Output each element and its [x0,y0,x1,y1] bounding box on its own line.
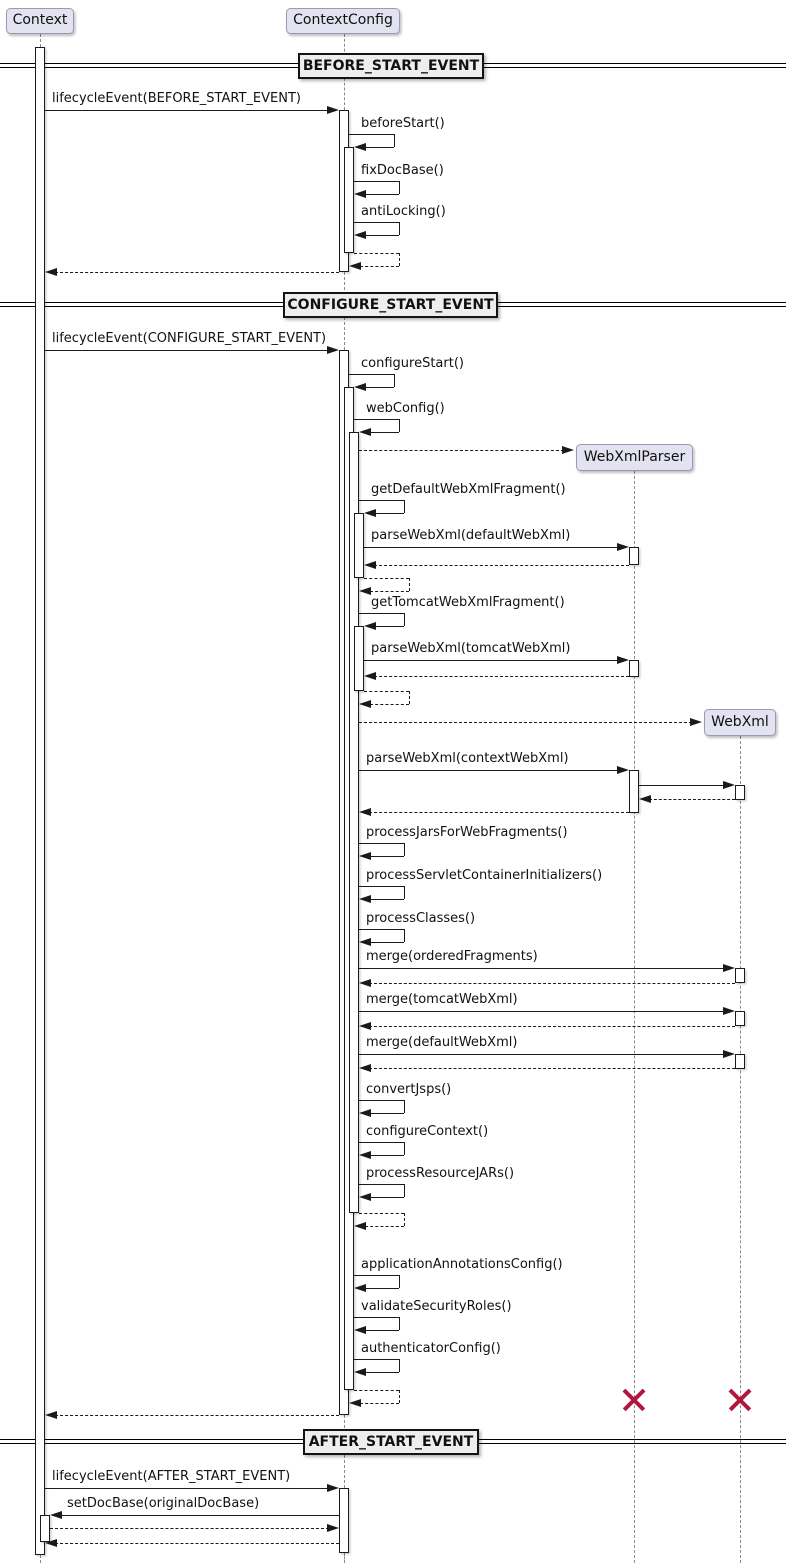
arrowhead-right [723,781,735,789]
message-line-turn [404,500,405,513]
message-line [45,110,329,111]
arrowhead-right [723,1007,735,1015]
arrowhead-right [617,766,629,774]
message-line [374,565,629,566]
message-line [359,500,404,501]
arrowhead-left [354,143,366,151]
arrowhead-left [364,622,376,630]
divider-label: CONFIGURE_START_EVENT [283,292,498,318]
message-line [370,1113,404,1114]
message-line-turn [404,886,405,899]
arrowhead-right [617,656,629,664]
destroy-icon-webxml [728,1388,752,1412]
message-line [365,1372,399,1373]
message-line [364,691,409,692]
arrowhead-right [327,1484,339,1492]
message-line [370,856,404,857]
arrowhead-right [617,543,629,551]
lifeline-context [40,34,41,47]
arrowhead-left [354,1284,366,1292]
message-line [359,722,692,723]
participant-webxml: WebXml [704,709,776,736]
message-line-turn [404,843,405,856]
message-label: parseWebXml(defaultWebXml) [371,528,571,543]
arrowhead-left [364,561,376,569]
message-line [359,1142,404,1143]
participant-contextconfig: ContextConfig [286,8,400,34]
message-line [370,1155,404,1156]
message-label: webConfig() [366,401,445,416]
message-line [354,1359,399,1360]
message-line [375,626,404,627]
message-line [370,704,409,705]
arrowhead-left [364,509,376,517]
message-line [354,222,399,223]
arrowhead-left [45,1539,57,1547]
message-label: antiLocking() [361,204,446,219]
arrowhead-left [359,938,371,946]
message-line-turn [399,1359,400,1372]
message-label: applicationAnnotationsConfig() [361,1257,563,1272]
message-line-turn [399,222,400,235]
message-line [359,843,404,844]
activation-bar-webxml-merge-default [735,1054,745,1069]
message-line [639,785,725,786]
activation-bar-parser-parsetomcat [629,660,639,677]
message-label: merge(tomcatWebXml) [366,992,518,1007]
message-line [354,1390,399,1391]
message-label: getDefaultWebXmlFragment() [371,482,566,497]
activation-bar-cc-before-inner [344,147,354,253]
message-line [369,983,735,984]
message-label: parseWebXml(contextWebXml) [366,751,569,766]
arrowhead-left [359,979,371,987]
message-label: processServletContainerInitializers() [366,868,603,883]
activation-bar-context-main [35,47,45,1555]
message-line [354,181,399,182]
lifeline-context [40,1555,41,1563]
message-label: authenticatorConfig() [361,1341,501,1356]
message-line [359,1011,725,1012]
message-line [369,1026,735,1027]
arrowhead-left [354,1326,366,1334]
arrowhead-left [45,1411,57,1419]
arrowhead-left [364,672,376,680]
arrowhead-left [354,1222,366,1230]
message-line-turn [394,134,395,147]
message-line [649,799,735,800]
activation-bar-cc-gettomcatfragment [354,626,364,691]
message-line [359,450,564,451]
message-line-turn [409,691,410,704]
message-line [359,968,725,969]
message-line-turn [404,1213,405,1226]
arrowhead-left [359,428,371,436]
message-label: configureStart() [361,356,464,371]
message-line [365,1330,399,1331]
message-line-turn [409,578,410,591]
arrowhead-left [359,1064,371,1072]
message-line [359,613,404,614]
message-line [370,899,404,900]
message-line [359,1100,404,1101]
message-line-turn [404,1184,405,1197]
message-line-turn [404,613,405,626]
message-line [365,387,394,388]
arrowhead-left [359,808,371,816]
message-line [365,147,394,148]
message-line [365,194,399,195]
message-line [359,1054,725,1055]
message-line [374,676,629,677]
activation-bar-cc-getdefaultfragment [354,513,364,578]
arrowhead-right [723,1050,735,1058]
arrowhead-right [327,346,339,354]
message-line [369,812,629,813]
message-line [45,350,329,351]
participant-webxmlparser: WebXmlParser [576,444,693,471]
arrowhead-right [562,446,574,454]
message-line [369,1068,735,1069]
message-line [359,929,404,930]
message-line [359,886,404,887]
activation-bar-parser-parsecontext [629,770,639,813]
message-label: beforeStart() [361,116,445,131]
message-line-turn [399,419,400,432]
message-line [370,432,399,433]
message-line-turn [399,181,400,194]
arrowhead-left [359,895,371,903]
participant-context: Context [6,8,74,34]
message-line [354,253,399,254]
message-line [365,235,399,236]
message-line [364,660,619,661]
message-label: setDocBase(originalDocBase) [67,1496,260,1511]
arrowhead-left [50,1511,62,1519]
message-label: merge(orderedFragments) [366,949,538,964]
message-label: processResourceJARs() [366,1166,515,1181]
message-label: processJarsForWebFragments() [366,825,568,840]
activation-bar-parser-parsedefault [629,547,639,565]
message-line [360,266,399,267]
arrowhead-left [359,1151,371,1159]
message-line [50,1528,329,1529]
message-line [359,770,619,771]
message-line-turn [394,374,395,387]
arrowhead-left [354,383,366,391]
message-line [370,942,404,943]
arrowhead-left [349,1399,361,1407]
message-line [55,1543,339,1544]
arrowhead-right [327,1524,339,1532]
message-line [354,419,399,420]
message-line-turn [399,1317,400,1330]
message-line [370,591,409,592]
arrowhead-left [359,587,371,595]
message-line [55,272,339,273]
arrowhead-left [359,1109,371,1117]
message-line [364,578,409,579]
arrowhead-right [723,964,735,972]
message-label: convertJsps() [366,1082,452,1097]
arrowhead-left [354,231,366,239]
message-line [365,1226,404,1227]
message-line [365,1288,399,1289]
arrowhead-left [359,1193,371,1201]
arrowhead-left [349,262,361,270]
message-line [370,1197,404,1198]
message-line [45,1488,329,1489]
message-line-turn [404,1100,405,1113]
message-line [349,374,394,375]
message-label: merge(defaultWebXml) [366,1035,518,1050]
activation-bar-cc-after [339,1488,349,1553]
activation-bar-context-setdocbase [40,1515,50,1542]
message-line-turn [399,1390,400,1403]
arrowhead-left [359,852,371,860]
destroy-icon-webxmlparser [622,1388,646,1412]
message-label: configureContext() [366,1124,489,1139]
activation-bar-webxml-merge-tomcat [735,1011,745,1026]
activation-bar-webxml-merge-ordered [735,968,745,983]
message-line [55,1415,339,1416]
message-line [60,1515,339,1516]
arrowhead-left [359,1022,371,1030]
message-label: validateSecurityRoles() [361,1299,512,1314]
message-label: lifecycleEvent(BEFORE_START_EVENT) [52,91,301,106]
message-line [360,1403,399,1404]
arrowhead-left [359,700,371,708]
arrowhead-left [354,190,366,198]
arrowhead-right [690,718,702,726]
message-line [349,134,394,135]
message-line [354,1317,399,1318]
message-line-turn [404,1142,405,1155]
message-line [375,513,404,514]
arrowhead-left [45,268,57,276]
message-line [359,1213,404,1214]
lifeline-contextconfig [344,1553,345,1563]
message-line-turn [399,253,400,266]
message-label: lifecycleEvent(AFTER_START_EVENT) [52,1469,291,1484]
activation-bar-webxml-parse [735,785,745,800]
arrowhead-right [327,106,339,114]
message-label: lifecycleEvent(CONFIGURE_START_EVENT) [52,331,327,346]
divider-label: BEFORE_START_EVENT [298,53,484,79]
message-line [359,1184,404,1185]
message-line-turn [399,1275,400,1288]
message-line-turn [404,929,405,942]
divider-label: AFTER_START_EVENT [303,1429,479,1455]
arrowhead-left [354,1368,366,1376]
message-label: parseWebXml(tomcatWebXml) [371,641,571,656]
message-label: getTomcatWebXmlFragment() [371,595,565,610]
message-line [354,1275,399,1276]
message-label: processClasses() [366,911,476,926]
arrowhead-left [639,795,651,803]
message-label: fixDocBase() [361,163,444,178]
message-line [364,547,619,548]
